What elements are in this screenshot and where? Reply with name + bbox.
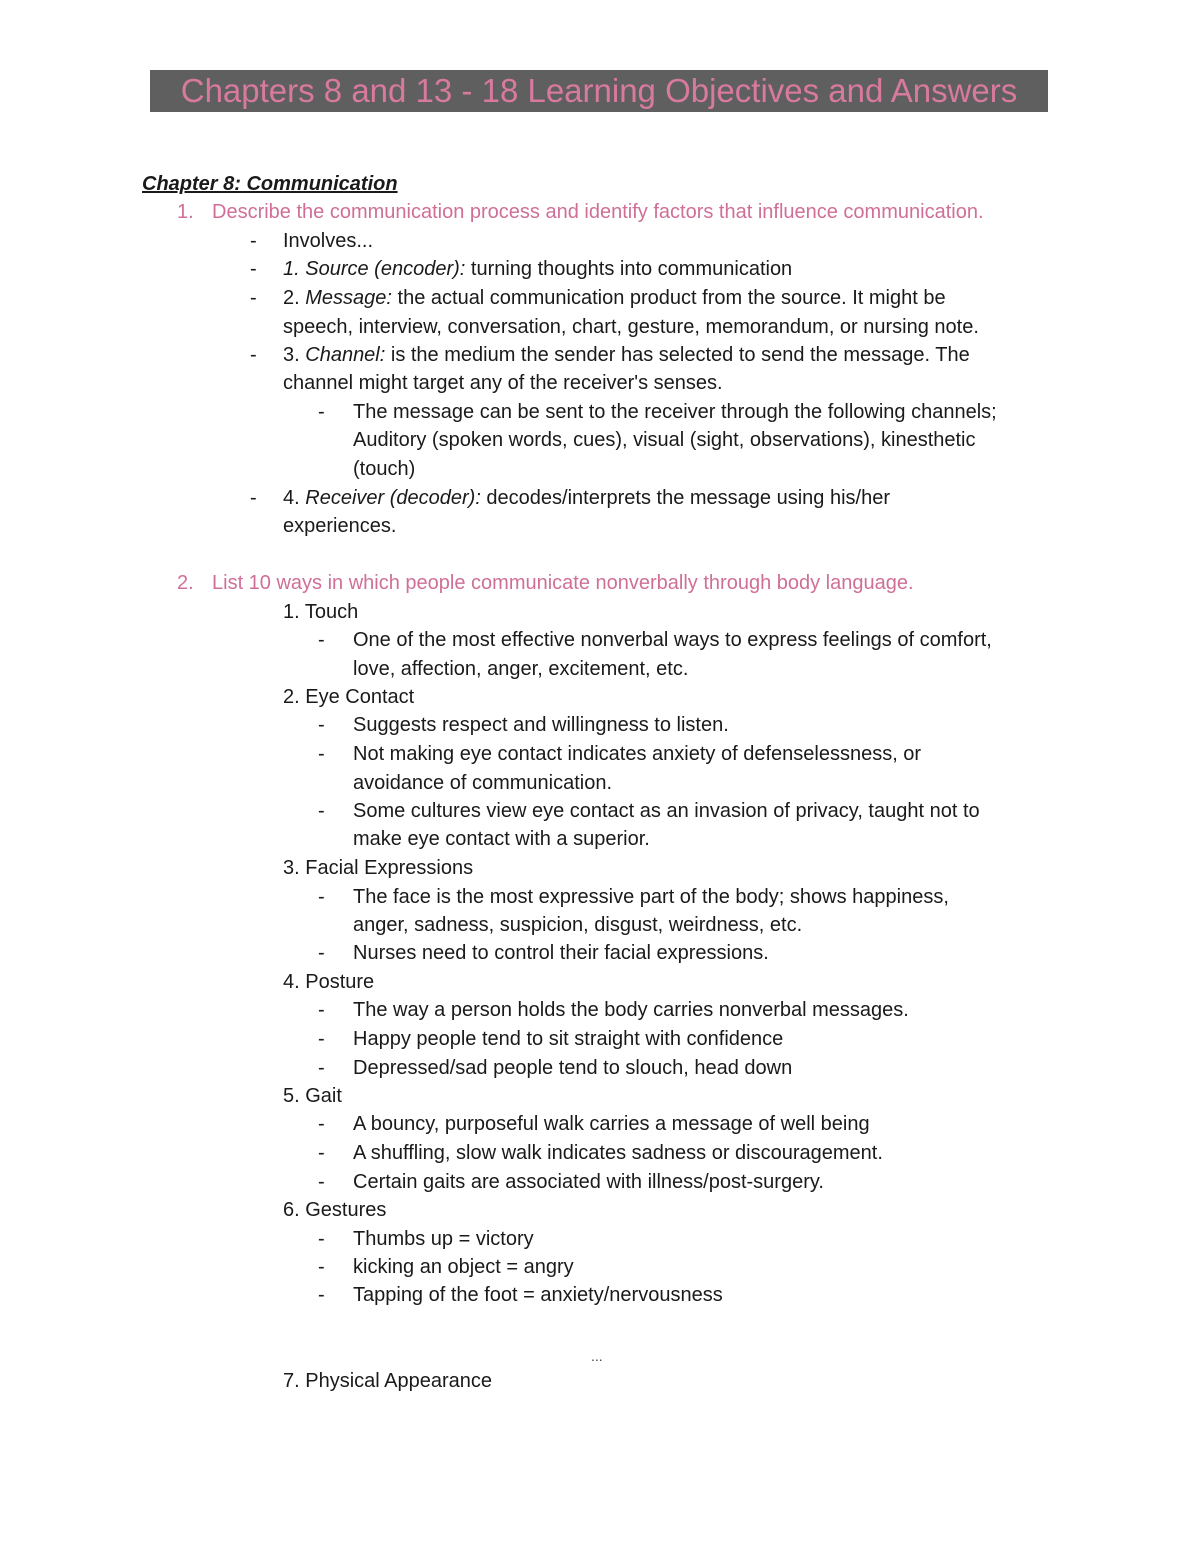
- sub-list-item: A bouncy, purposeful walk carries a message of well being: [353, 1113, 870, 1135]
- bullet-dash: -: [250, 230, 257, 252]
- sub-list-item: Some cultures view eye contact as an invasion of privacy, taught not to: [353, 800, 980, 822]
- sub-list-item: Happy people tend to sit straight with confidence: [353, 1028, 784, 1050]
- category-physical-appearance: 7. Physical Appearance: [283, 1370, 493, 1392]
- sub-list-item: Thumbs up = victory: [353, 1228, 534, 1250]
- term: Message:: [305, 287, 392, 309]
- bullet-dash: -: [318, 1142, 325, 1164]
- term: Receiver (decoder):: [305, 487, 481, 509]
- sub-list-item: Nurses need to control their facial expressions.: [353, 942, 769, 964]
- bullet-dash: -: [318, 1028, 325, 1050]
- list-item-continuation: channel might target any of the receiver's senses.: [283, 372, 723, 394]
- bullet-dash: -: [250, 287, 257, 309]
- bullet-dash: -: [318, 1057, 325, 1079]
- item-number: 3.: [283, 344, 306, 366]
- bullet-dash: -: [318, 1113, 325, 1135]
- list-item: [283, 286, 946, 310]
- sub-list-item-continuation: (touch): [353, 458, 416, 480]
- sub-list-item: Depressed/sad people tend to slouch, head down: [353, 1057, 793, 1079]
- bullet-dash: -: [318, 942, 325, 964]
- bullet-dash: -: [250, 344, 257, 366]
- category-gait: 5. Gait: [283, 1085, 342, 1107]
- definition: decodes/interprets the message using his/her: [480, 487, 890, 509]
- list-item: [283, 343, 970, 367]
- item-number: 4.: [283, 487, 306, 509]
- sub-list-item: Not making eye contact indicates anxiety of defenselessness, or: [353, 743, 922, 765]
- sub-list-item: One of the most effective nonverbal ways to express feelings of comfort,: [353, 629, 992, 651]
- definition: is the medium the sender has selected to send the message. The: [385, 344, 970, 366]
- bullet-dash: -: [318, 886, 325, 908]
- definition: turning thoughts into communication: [465, 258, 793, 280]
- item-number: 2.: [283, 287, 306, 309]
- category-eye-contact: 2. Eye Contact: [283, 686, 415, 708]
- objective-number: 1.: [177, 201, 194, 223]
- sub-list-item: A shuffling, slow walk indicates sadness or discouragement.: [353, 1142, 883, 1164]
- bullet-dash: -: [318, 714, 325, 736]
- category-gestures: 6. Gestures: [283, 1199, 387, 1221]
- objective-text: Describe the communication process and identify factors that influence communication.: [212, 201, 984, 223]
- term: 1. Source (encoder):: [283, 258, 466, 280]
- bullet-dash: -: [318, 1284, 325, 1306]
- bullet-dash: -: [318, 1171, 325, 1193]
- document-title: Chapters 8 and 13 - 18 Learning Objectives and Answers: [150, 70, 1048, 112]
- bullet-dash: -: [318, 1256, 325, 1278]
- list-item: [283, 257, 792, 281]
- sub-list-item: The message can be sent to the receiver through the following channels;: [353, 401, 997, 423]
- category-posture: 4. Posture: [283, 971, 375, 993]
- sub-list-item-continuation: avoidance of communication.: [353, 772, 613, 794]
- sub-list-item: The face is the most expressive part of the body; shows happiness,: [353, 886, 949, 908]
- bullet-dash: -: [250, 258, 257, 280]
- sub-list-item: kicking an object = angry: [353, 1256, 574, 1278]
- list-item-continuation: speech, interview, conversation, chart, gesture, memorandum, or nursing note.: [283, 316, 979, 338]
- bullet-dash: -: [318, 1228, 325, 1250]
- sub-list-item: Certain gaits are associated with illness/post-surgery.: [353, 1171, 824, 1193]
- sub-list-item: Tapping of the foot = anxiety/nervousness: [353, 1284, 723, 1306]
- sub-list-item-continuation: anger, sadness, suspicion, disgust, weirdness, etc.: [353, 914, 803, 936]
- sub-list-item-continuation: Auditory (spoken words, cues), visual (sight, observations), kinesthetic: [353, 429, 976, 451]
- list-item-continuation: experiences.: [283, 515, 397, 537]
- chapter-heading: Chapter 8: Communication: [142, 173, 398, 195]
- bullet-dash: -: [318, 629, 325, 651]
- definition: the actual communication product from the source. It might be: [391, 287, 946, 309]
- sub-list-item-continuation: make eye contact with a superior.: [353, 828, 650, 850]
- list-item: [283, 486, 890, 510]
- bullet-dash: -: [318, 401, 325, 423]
- bullet-dash: -: [318, 999, 325, 1021]
- bullet-dash: -: [250, 487, 257, 509]
- list-item: Involves...: [283, 230, 374, 252]
- sub-list-item: The way a person holds the body carries nonverbal messages.: [353, 999, 909, 1021]
- term: Channel:: [305, 344, 386, 366]
- category-facial-expressions: 3. Facial Expressions: [283, 857, 474, 879]
- objective-number: 2.: [177, 572, 194, 594]
- category-touch: 1. Touch: [283, 601, 359, 623]
- bullet-dash: -: [318, 800, 325, 822]
- sub-list-item: Suggests respect and willingness to listen.: [353, 714, 729, 736]
- objective-text: List 10 ways in which people communicate nonverbally through body language.: [212, 572, 914, 594]
- bullet-dash: -: [318, 743, 325, 765]
- sub-list-item-continuation: love, affection, anger, excitement, etc.: [353, 658, 689, 680]
- page-break-ellipsis: ...: [591, 1348, 603, 1364]
